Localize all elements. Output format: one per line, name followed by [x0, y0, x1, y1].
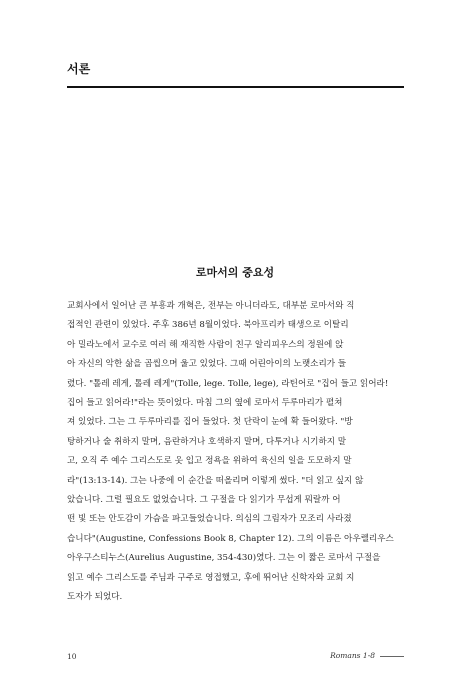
body-line: 접적인 관련이 있었다. 주후 386년 8월이었다. 북아프리카 태생으로 이탈리: [67, 320, 349, 331]
body-line: 아 자신의 악한 삶을 곱씹으며 울고 있었다. 그때 어린아이의 노랫소리가 들: [67, 359, 347, 370]
body-line: 탕하거나 술 취하지 말며, 음란하거나 호색하지 말며, 다투거나 시기하지 말: [67, 436, 347, 447]
body-line: 고, 오직 주 예수 그리스도로 옷 입고 정욕을 위하여 육신의 일을 도모하지 말: [67, 456, 352, 467]
body-line: 았습니다. 그럴 필요도 없었습니다. 그 구절을 다 읽기가 무섭게 뭐랄까 어: [67, 495, 341, 506]
page-number: 10: [67, 652, 77, 661]
body-line: 떤 빛 또는 안도감이 가슴을 파고들었습니다. 의심의 그림자가 모조리 사라졌: [67, 514, 352, 525]
body-line: 습니다"(Augustine, Confessions Book 8, Chapter 12). 그의 이름은 아우렐리우스: [67, 533, 394, 544]
running-footer-book: Romans 1-8: [330, 651, 375, 660]
page-header-title: 서론: [67, 62, 91, 76]
footer-rule: [380, 656, 404, 657]
section-title: 로마서의 중요성: [195, 266, 275, 279]
body-line: 아우구스티누스(Aurelius Augustine, 354-430)였다. 그는 이 짧은 로마서 구절을: [67, 553, 381, 564]
body-line: 져 있었다. 그는 그 두루마리를 집어 들었다. 첫 단락이 눈에 확 들어왔다. "방: [67, 417, 353, 428]
body-line: 라"(13:13-14). 그는 나중에 이 순간을 떠올리며 이렇게 썼다. "더 읽고 싶지 않: [67, 475, 364, 486]
body-line: 아 밀라노에서 교수로 여러 해 재직한 사람이 친구 알리피우스의 정원에 앉: [67, 339, 344, 350]
body-paragraph: [67, 297, 404, 608]
body-line: 도자가 되었다.: [67, 592, 123, 603]
body-line: 렸다. "톨레 레게, 톨레 레게"(Tolle, lege. Tolle, lege), 라틴어로 "집어 들고 읽어라!: [67, 378, 389, 389]
header-rule: [67, 86, 404, 88]
body-line: 교회사에서 일어난 큰 부흥과 개혁은, 전부는 아니더라도, 대부분 로마서와 직: [67, 301, 355, 311]
body-line: 집어 들고 읽어라!"라는 뜻이었다. 마침 그의 옆에 로마서 두루마리가 펼쳐: [67, 398, 343, 409]
body-line: 읽고 예수 그리스도를 주님과 구주로 영접했고, 후에 뛰어난 신학자와 교회 지: [67, 572, 355, 583]
